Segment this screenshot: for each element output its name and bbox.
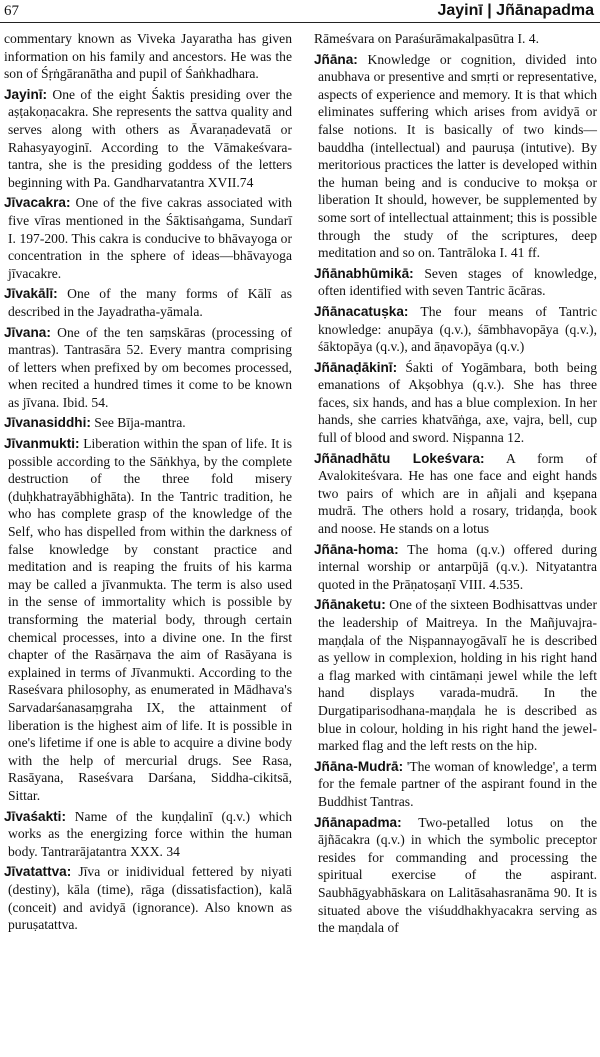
definition: Seven stages of knowledge, often identified with seven Tantric ācāras. — [318, 265, 597, 299]
definition: One of the many forms of Kālī as described in the Jayadratha-yāmala. — [8, 286, 292, 319]
running-head: Jayinī | Jñānapadma — [437, 2, 594, 19]
headword: Jñāna: — [314, 51, 358, 67]
headword: Jñānabhūmikā: — [314, 265, 414, 281]
headword: Jīvatattva: — [4, 864, 72, 880]
entry-jnanacatuska — [314, 303, 597, 356]
entry-jnanaketu — [314, 596, 597, 754]
definition: One of the ten saṃskāras (processing of mantras). Tantrasāra 52. Every mantra comprising of letters when prefixed by om becomes processed, when recited a hundred times it come to be known as jīvana. Ibid. 54. — [8, 324, 293, 410]
entry-jnana-mudra — [314, 758, 597, 811]
definition: The four means of Tantric knowledge: anupāya (q.v.), śāmbhavopāya (q.v.), śāktopāya (q.v.), and āṇavopāya (q.v.) — [318, 303, 597, 355]
definition: One of the eight Śaktis presiding over the aṣṭakoṇacakra. She represents the sattva quality and serves along with others as Āvaraṇadevatā or Rahasyayoginī. According to the Vāmakeśvara-tantra, she is the presiding goddess of the letters beginning with Pa. Gandharvatantra XVII.74 — [8, 86, 292, 190]
entry-jivana — [4, 324, 292, 412]
entry-jayini — [4, 86, 292, 192]
headword: Jñāna-Mudrā: — [314, 758, 404, 774]
page-number: 67 — [4, 3, 19, 19]
definition: Two-petalled lotus on the ājñācakra (q.v.) in which the symbolic preceptor resides for commanding and processing the spiritual exercise of the aspirant. Saubhāgyabhāskara on Lalitāsahasranāma 90. It is situated above the viśuddhakhyacakra serving as the maṇdala of — [318, 814, 598, 936]
entry-jivakali — [4, 285, 292, 320]
headword: Jīvakālī: — [4, 286, 58, 302]
headword: Jñānaketu: — [314, 597, 386, 613]
continuation-text: commentary known as Viveka Jayaratha has given information on his family and ancestors. He was the son of Śṛṅgāranātha and pupil of Śaṅkhadhara. — [4, 31, 292, 82]
headword: Jīvana: — [4, 324, 51, 340]
entry-jnanadakini — [314, 359, 597, 447]
headword: Jñānaḍākinī: — [314, 359, 398, 375]
entry-jivanmukti — [4, 435, 292, 804]
entry-jivasakti — [4, 808, 292, 861]
header-rule — [0, 22, 600, 23]
definition: See Bīja-mantra. — [94, 415, 186, 431]
entry-jivatattva — [4, 863, 292, 933]
right-column — [314, 30, 597, 940]
entry-jnana — [314, 51, 597, 262]
page-header — [0, 0, 600, 24]
entry-jnanadhatu-lokesvara — [314, 450, 597, 538]
entry-jivacakra — [4, 194, 292, 282]
headword: Jīvanasiddhi: — [4, 415, 91, 431]
definition: Śakti of Yogāmbara, both being emanations of Akṣobhya (q.v.). She has three faces, six hands, and has a blue complexion. In her hands, she carries khatvāṅga, axe, vajra, bell, cup full of blood and sword. Niṣpanna 12. — [318, 359, 597, 446]
definition: A form of Avalokiteśvara. He has one face and eight hands two pairs of which are in añjali and kṣepana mudrā. The others hold a rosary, tridaṇḍa, book and noose. He stands on a lotus — [318, 450, 597, 537]
headword: Jīvanmukti: — [4, 436, 80, 452]
headword: Jñānapadma: — [314, 814, 402, 830]
definition: Liberation within the span of life. It is possible according to the Sāṅkhya, by the complete destruction of the three fold misery (duḥkhatrayābhighāta). In the Tantric tradition, he who has complete grasp of the knowledge of the Self, who has dispelled from within the darkness of false knowledge by constant practice and meditation and is reaping the fruits of his karma may be called a jīvanmukta. The term is also used in the sense of immortality which is possible by transforming the material body, through certain chemical processes, into a divine one. In the first chapter of the Rasārṇava the aim of Rasāyana is explained in terms of Jīvanmukti. According to the Raseśvara philosophy, as enumerated in Mādhava's Sarvadarśanasaṃgraha IX, the attainment of liberation is the highest aim of life. It is possible in one's lifetime if one is able to acquire a divine body with the help of mercurial drugs. See Rasa, Rasāyana, Raseśvara Darśana, Siddha-cikitsā, Sittar. — [8, 436, 292, 803]
left-column — [4, 30, 292, 937]
entry-jnanapadma — [314, 814, 597, 937]
definition: 'The woman of knowledge', a term for the female partner of the aspirant found in the Buddhist Tantras. — [318, 758, 597, 809]
definition: Jīva or inidividual fettered by niyati (destiny), kāla (time), rāga (dissatisfaction), kalā (conceit) and avidyā (ignorance). Also known as puruṣatattva. — [8, 864, 292, 933]
headword: Jñāna-homa: — [314, 541, 399, 557]
headword: Jīvacakra: — [4, 195, 71, 211]
headword: Jñānacatuṣka: — [314, 303, 409, 319]
definition: One of the sixteen Bodhisattvas under the leadership of Maitreya. In the Mañjuvajra-maṇḍala of the Niṣpannayogāvalī he is described as yellow in complexion, holding in his right hand a flag marked with cintāmaṇi jewel while the left hand displays varada-mudrā. In the Durgatiparisodhana-maṇḍala he is described as blue in colour, holding in his right hand the jewel-marked flag and the left rests on the hip. — [318, 597, 597, 754]
entry-jnana-homa — [314, 541, 597, 594]
headword: Jñānadhātu Lokeśvara: — [314, 450, 485, 466]
definition: One of the five cakras associated with five vīras mentioned in the Śāktisaṅgama, Sundarī I. 197-200. This cakra is conducive to bhāvayoga or concentration in the sphere of ideas—bhāvayoga jīvacakre. — [8, 195, 292, 281]
definition: Knowledge or cognition, divided into anubhava or presentive and smṛti or representative, aspects of experience and memory. It is that which eliminates suffering which arises from avidyā or false notions. It is basically of two kinds—bauddha (intellectual) and pauruṣa (intutive). By meritorious practices the latter is developed within the human being and is conducive to mokṣa or liberation It should, however, be supplemented by some sort of intellectual attainment; this is possible through the study of the scriptures, deep meditation and so on. Tantrāloka I. 41 ff. — [318, 51, 598, 261]
headword: Jīvaśakti: — [4, 808, 66, 824]
definition: Name of the kuṇḍalinī (q.v.) which works as the energizing force within the human body. Tantrarājatantra XXX. 34 — [8, 808, 292, 859]
continuation-text: Rāmeśvara on Paraśurāmakalpasūtra I. 4. — [314, 31, 539, 46]
headword: Jayinī: — [4, 86, 48, 102]
entry-jivanasiddhi — [4, 414, 292, 432]
definition: The homa (q.v.) offered during internal worship or antarpūjā (q.v.). Nityatantra quoted in the Prāṇatoṣaṇī VIII. 4.535. — [318, 541, 597, 592]
entry-jnanabhumika — [314, 265, 597, 300]
